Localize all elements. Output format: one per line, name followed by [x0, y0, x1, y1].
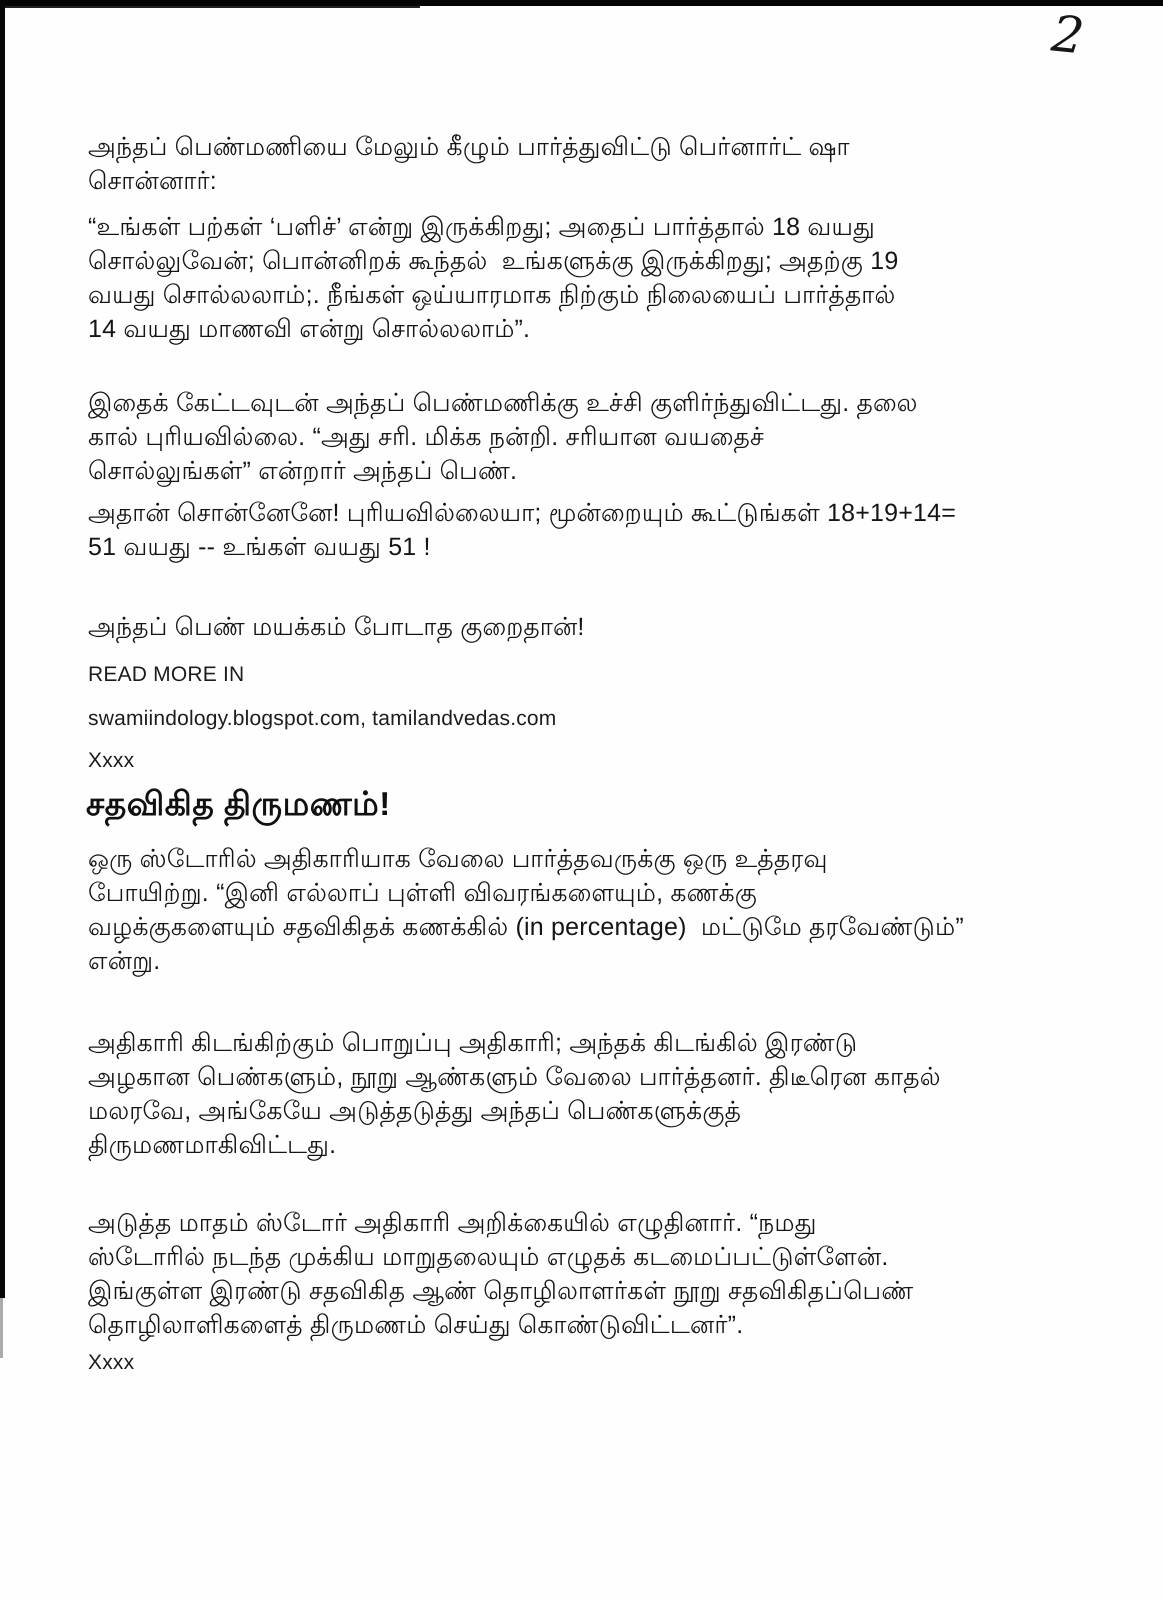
text-line: என்று. [88, 947, 161, 975]
paragraph-intro [88, 130, 1048, 198]
text-line: சொல்லுங்கள்” என்றார் அந்தப் பெண். [88, 457, 518, 485]
scan-border-left [0, 0, 5, 1298]
text-line: போயிற்று. “இனி எல்லாப் புள்ளி விவரங்களையும், கணக்கு [88, 879, 758, 907]
section-separator [88, 1350, 1048, 1376]
paragraph-punchline [88, 610, 1048, 644]
paragraph-quote-ages [88, 210, 1048, 346]
text-line: ஒரு ஸ்டோரில் அதிகாரியாக வேலை பார்த்தவருக்கு ஒரு உத்தரவு [88, 845, 828, 873]
handwritten-page-number: 2 [1049, 4, 1087, 66]
scan-border-top-shadow [0, 6, 420, 8]
text-line: 51 வயது -- உங்கள் வயது 51 ! [88, 533, 431, 561]
text-line: சொல்லுவேன்; பொன்னிறக் கூந்தல் உங்களுக்கு இருக்கிறது; அதற்கு 19 [88, 247, 899, 275]
text-line: மலரவே, அங்கேயே அடுத்தடுத்து அந்தப் பெண்களுக்குத் [88, 1097, 742, 1125]
text-line: இதைக் கேட்டவுடன் அந்தப் பெண்மணிக்கு உச்சி குளிர்ந்துவிட்டது. தலை [88, 389, 918, 417]
text-line: swamiindology.blogspot.com, tamilandvedas.com [88, 707, 557, 730]
text-line: இங்குள்ள இரண்டு சதவிகித ஆண் தொழிலாளர்கள் நூறு சதவிகிதப்பெண் [88, 1277, 914, 1305]
text-line: 14 வயது மாணவி என்று சொல்லலாம்”. [88, 315, 531, 343]
text-line: ஸ்டோரில் நடந்த முக்கிய மாறுதலையும் எழுதக் கடமைப்பட்டுள்ளேன். [88, 1243, 889, 1271]
section-heading: சதவிகித திருமணம்! [86, 785, 391, 822]
text-line: வழக்குகளையும் சதவிகிதக் கணக்கில் (in percentage) மட்டுமே தரவேண்டும்” [88, 913, 964, 941]
text-line: அடுத்த மாதம் ஸ்டோர் அதிகாரி அறிக்கையில் எழுதினார். “நமது [88, 1209, 817, 1237]
text-line: வயது சொல்லலாம்;. நீங்கள் ஒய்யாரமாக நிற்கும் நிலையைப் பார்த்தால் [88, 281, 896, 309]
paragraph-warehouse [88, 1026, 1048, 1162]
text-line: READ MORE IN [88, 663, 245, 686]
scan-border-left-fade [0, 1298, 3, 1358]
paragraph-store-order [88, 842, 1048, 978]
paragraph-reaction [88, 386, 1048, 488]
text-line: திருமணமாகிவிட்டது. [88, 1131, 337, 1159]
text-line: அந்தப் பெண் மயக்கம் போடாத குறைதான்! [88, 613, 585, 641]
paragraph-sum [88, 496, 1048, 564]
text-line: அதான் சொன்னேனே! புரியவில்லையா; மூன்றையும் கூட்டுங்கள் 18+19+14= [88, 499, 957, 527]
text-line: Xxxx [88, 749, 135, 772]
section-separator [88, 748, 1048, 774]
text-line: சொன்னார்: [88, 167, 217, 195]
text-line: தொழிலாளிகளைத் திருமணம் செய்து கொண்டுவிட்டனர்”. [88, 1311, 744, 1339]
text-line: அதிகாரி கிடங்கிற்கும் பொறுப்பு அதிகாரி; அந்தக் கிடங்கில் இரண்டு [88, 1029, 858, 1057]
blog-links [88, 706, 1048, 732]
text-line: அந்தப் பெண்மணியை மேலும் கீழும் பார்த்துவிட்டு பெர்னார்ட் ஷா [88, 133, 850, 161]
text-line: “உங்கள் பற்கள் ‘பளிச்’ என்று இருக்கிறது; அதைப் பார்த்தால் 18 வயது [88, 213, 875, 241]
text-line: Xxxx [88, 1351, 135, 1374]
text-line: கால் புரியவில்லை. “அது சரி. மிக்க நன்றி. சரியான வயதைச் [88, 423, 765, 451]
text-line: அழகான பெண்களும், நூறு ஆண்களும் வேலை பார்த்தனர். திடீரென காதல் [88, 1063, 941, 1091]
paragraph-report [88, 1206, 1048, 1342]
read-more-label [88, 662, 1048, 688]
